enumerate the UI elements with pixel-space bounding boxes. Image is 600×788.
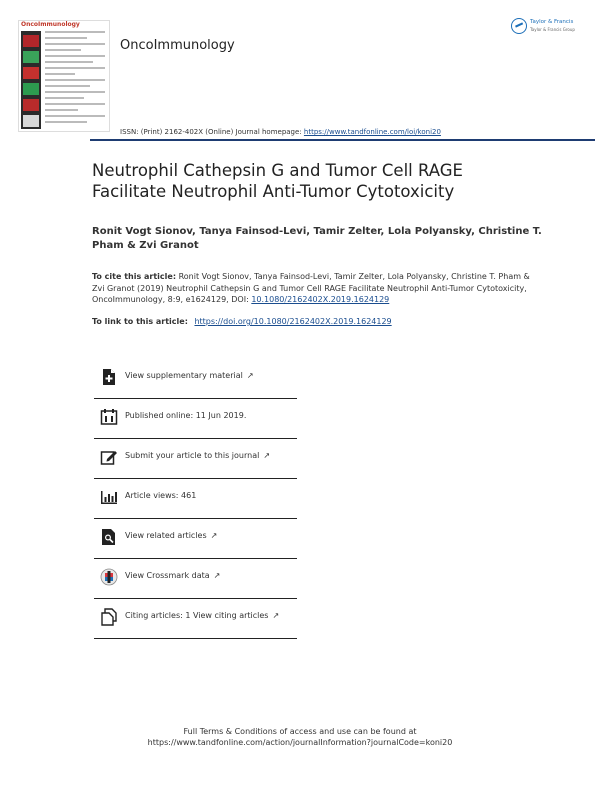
- article-title: Neutrophil Cathepsin G and Tumor Cell RAGE Facilitate Neutrophil Anti-Tumor Cytotoxicity: [92, 161, 463, 201]
- issn-line: [120, 128, 441, 136]
- row-label: Article views: 461: [125, 491, 197, 500]
- footer-terms-link[interactable]: https://www.tandfonline.com/action/journalInformation?journalCode=koni20: [147, 738, 453, 747]
- cite-text: Ronit Vogt Sionov, Tanya Fainsod-Levi, Tamir Zelter, Lola Polyansky, Christine T. Pham & Zvi Granot (2019) Neutrophil Cathepsin G and Tumor Cell RAGE Facilitate Neutrophil Anti-Tumor Cytotoxicity, OncoImmunology, 8:9, e1624129, DOI:: [92, 272, 530, 304]
- link-to-article: [92, 317, 392, 326]
- publisher-logo-icon: [511, 18, 527, 34]
- bar-chart-icon: [100, 488, 118, 506]
- publisher-group: Taylor & Francis Group: [530, 27, 575, 32]
- row-label: Published online: 11 Jun 2019.: [125, 411, 247, 420]
- journal-cover-thumbnail: [18, 20, 110, 132]
- issn-text: ISSN: (Print) 2162-402X (Online) Journal homepage:: [120, 128, 304, 136]
- article-doi-link[interactable]: https://doi.org/10.1080/2162402X.2019.1624129: [194, 317, 392, 326]
- publisher-name: Taylor & Francis: [530, 19, 574, 25]
- row-label: View supplementary material: [125, 371, 243, 380]
- crossmark-icon: [100, 568, 118, 586]
- journal-homepage-link[interactable]: https://www.tandfonline.com/loi/koni20: [303, 128, 441, 136]
- external-link-icon: ↗: [213, 571, 221, 580]
- journal-name: OncoImmunology: [120, 38, 235, 53]
- header-divider: [90, 139, 595, 141]
- external-link-icon: ↗: [263, 451, 271, 460]
- row-label: View Crossmark data: [125, 571, 210, 580]
- cover-title: OncoImmunology: [21, 21, 80, 28]
- row-article-views: [94, 478, 297, 519]
- footer-line-1: Full Terms & Conditions of access and use can be found at: [183, 727, 417, 736]
- copy-documents-icon: [100, 608, 118, 626]
- plus-document-icon: [100, 368, 118, 386]
- row-label: Citing articles: 1 View citing articles: [125, 611, 269, 620]
- row-related-articles[interactable]: [94, 518, 297, 559]
- link-label: To link to this article:: [92, 317, 188, 326]
- row-supplementary-material[interactable]: [94, 358, 297, 399]
- citation-block: [92, 271, 532, 306]
- row-label: Submit your article to this journal: [125, 451, 260, 460]
- search-document-icon: [100, 528, 118, 546]
- publisher-logo[interactable]: [511, 18, 591, 36]
- cite-label: To cite this article:: [92, 272, 177, 281]
- cover-image-strip: [21, 31, 41, 129]
- external-link-icon: ↗: [210, 531, 218, 540]
- cite-doi-link[interactable]: 10.1080/2162402X.2019.1624129: [251, 295, 390, 304]
- cover-text-lines: [45, 31, 105, 127]
- calendar-icon: [100, 408, 118, 426]
- row-crossmark-data[interactable]: [94, 558, 297, 599]
- footer-terms: [0, 726, 600, 748]
- pencil-edit-icon: [100, 448, 118, 466]
- external-link-icon: ↗: [246, 371, 254, 380]
- row-published-online: [94, 398, 297, 439]
- row-label: View related articles: [125, 531, 207, 540]
- external-link-icon: ↗: [272, 611, 280, 620]
- row-submit-article[interactable]: [94, 438, 297, 479]
- article-authors: Ronit Vogt Sionov, Tanya Fainsod-Levi, Tamir Zelter, Lola Polyansky, Christine T. Pham & Zvi Granot: [92, 226, 542, 251]
- row-citing-articles[interactable]: [94, 598, 297, 639]
